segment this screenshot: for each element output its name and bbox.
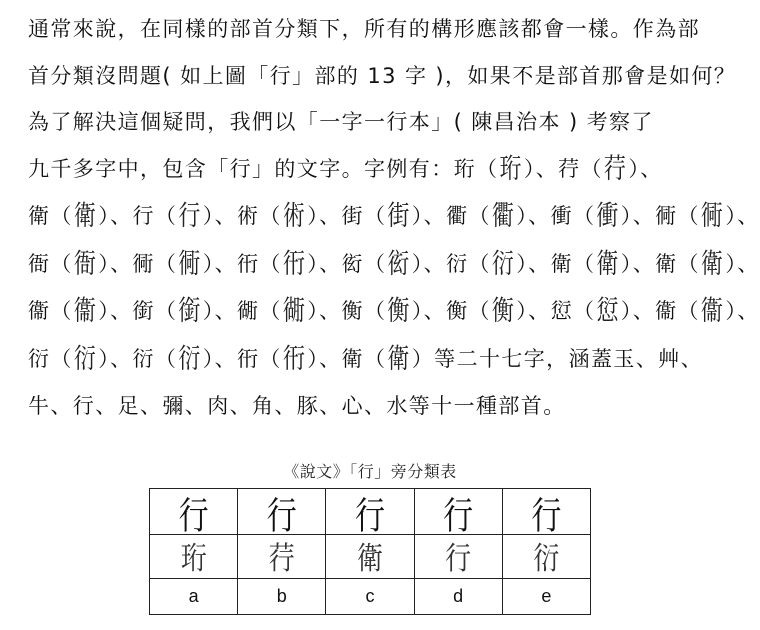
paragraph-text: ）、衎（ <box>202 251 282 276</box>
seal-glyph: 衎 <box>282 343 307 375</box>
paragraph-text: ）、銜（ <box>98 299 178 323</box>
paragraph-text: ）、行（ <box>98 204 178 228</box>
seal-glyph: 愆 <box>596 295 620 327</box>
table-cell <box>150 535 238 579</box>
paragraph-text: ）、衝（ <box>516 204 596 228</box>
paragraph-text: ）、愆（ <box>516 299 596 323</box>
seal-glyph: 銜 <box>178 295 202 327</box>
column-label: b <box>238 579 326 615</box>
paragraph-text: 九千多字中，包含「行」的文字。字例有：珩（ <box>28 156 499 181</box>
seal-glyph: 衛 <box>700 248 725 280</box>
column-label: a <box>150 579 238 615</box>
seal-glyph: 行 <box>266 494 297 538</box>
seal-glyph: 衙 <box>73 248 98 280</box>
seal-glyph: 行 <box>354 494 385 538</box>
seal-glyph: 衛 <box>387 343 411 375</box>
paragraph-line <box>28 336 718 384</box>
table-cell <box>150 489 238 538</box>
seal-glyph: 衝 <box>596 200 620 232</box>
paragraph-line <box>28 383 718 430</box>
seal-glyph: 衛 <box>356 541 383 578</box>
paragraph-text: ）、衎（ <box>202 346 282 371</box>
table-row <box>150 535 591 579</box>
table-caption: 《說文》「行」旁分類表 <box>283 462 457 481</box>
classification-table <box>149 488 591 615</box>
paragraph-text: 通常來說，在同樣的部首分類下，所有的構形應該都會一樣。作為部 <box>28 17 700 41</box>
table-cell <box>326 535 414 579</box>
paragraph-text: ）、衕（ <box>620 204 700 228</box>
paragraph-text: ）、 <box>725 299 760 323</box>
table-cell <box>238 489 326 538</box>
seal-glyph: 衞 <box>700 295 725 327</box>
table-row <box>150 489 591 535</box>
seal-glyph: 行 <box>178 200 202 232</box>
table-cell <box>326 489 414 538</box>
paragraph-text: 首分類沒問題( 如上圖「行」部的 13 字 )，如果不是部首那會是如何？ <box>28 63 737 88</box>
seal-glyph: 衍 <box>178 343 202 375</box>
column-label: d <box>414 579 502 615</box>
paragraph-line <box>28 6 718 53</box>
paragraph-text: 為了解決這個疑問，我們以「一字一行本」( 陳昌治本 ) 考察了 <box>28 110 654 134</box>
paragraph-text: ）等二十七字，涵蓋玉、艸、 <box>411 346 703 371</box>
seal-glyph: 衞 <box>73 295 98 327</box>
seal-glyph: 荇 <box>268 541 295 578</box>
paragraph-text: ）、衒（ <box>307 251 387 276</box>
paragraph-text: ）、衡（ <box>307 299 387 323</box>
seal-glyph: 行 <box>443 494 474 538</box>
paragraph-text: ）、衡（ <box>411 299 491 323</box>
seal-glyph: 珩 <box>499 153 523 185</box>
paragraph-text: ）、衕（ <box>98 251 178 276</box>
seal-glyph: 衡 <box>387 295 411 327</box>
seal-glyph: 衍 <box>73 343 98 375</box>
body-paragraph <box>28 6 760 430</box>
table-row <box>150 579 591 615</box>
paragraph-text: ）、衛（ <box>620 251 700 276</box>
paragraph-text: ）、術（ <box>202 204 282 228</box>
paragraph-line <box>28 241 760 289</box>
paragraph-text: ）、衛（ <box>516 251 596 276</box>
paragraph-text: ）、 <box>725 251 760 276</box>
seal-glyph: 衛 <box>596 248 620 280</box>
paragraph-text: ）、 <box>628 156 663 181</box>
paragraph-text: 衞（ <box>28 299 73 323</box>
column-label: c <box>326 579 414 615</box>
seal-glyph: 行 <box>531 494 562 538</box>
table-cell <box>238 535 326 579</box>
seal-glyph: 衒 <box>387 248 411 280</box>
seal-glyph: 衡 <box>491 295 516 327</box>
paragraph-text: ）、街（ <box>307 204 387 228</box>
seal-glyph: 行 <box>178 494 209 538</box>
paragraph-text: 牛、行、足、彌、肉、角、豚、心、水等十一種部首。 <box>28 394 566 418</box>
paragraph-line <box>28 288 760 336</box>
paragraph-line <box>28 193 760 241</box>
paragraph-text: ）、衚（ <box>202 299 282 323</box>
seal-glyph: 衛 <box>73 200 98 232</box>
paragraph-text: ）、 <box>725 204 760 228</box>
paragraph-text: 衙（ <box>28 251 73 276</box>
paragraph-text: 衍（ <box>28 346 73 371</box>
column-label: e <box>502 579 590 615</box>
paragraph-text: ）、衍（ <box>98 346 178 371</box>
table-cell <box>502 489 590 538</box>
paragraph-text: ）、衛（ <box>307 346 387 371</box>
seal-glyph: 術 <box>282 200 307 232</box>
paragraph-line <box>28 146 718 194</box>
paragraph-text: ）、荇（ <box>523 156 603 181</box>
seal-glyph: 衕 <box>700 200 725 232</box>
table-cell <box>414 535 502 579</box>
seal-glyph: 行 <box>445 541 472 578</box>
table-cell <box>502 535 590 579</box>
paragraph-text: 衛（ <box>28 204 73 228</box>
paragraph-text: ）、衢（ <box>411 204 491 228</box>
paragraph-line <box>28 53 737 100</box>
seal-glyph: 衍 <box>533 541 560 578</box>
seal-glyph: 珩 <box>180 541 207 578</box>
seal-glyph: 衚 <box>282 295 307 327</box>
seal-glyph: 衍 <box>491 248 516 280</box>
seal-glyph: 衕 <box>178 248 202 280</box>
seal-glyph: 衢 <box>491 200 516 232</box>
seal-glyph: 街 <box>387 200 411 232</box>
paragraph-text: ）、衍（ <box>411 251 491 276</box>
seal-glyph: 衎 <box>282 248 307 280</box>
seal-glyph: 荇 <box>603 153 628 185</box>
paragraph-line <box>28 99 718 146</box>
table-cell <box>414 489 502 538</box>
paragraph-text: ）、衞（ <box>620 299 700 323</box>
